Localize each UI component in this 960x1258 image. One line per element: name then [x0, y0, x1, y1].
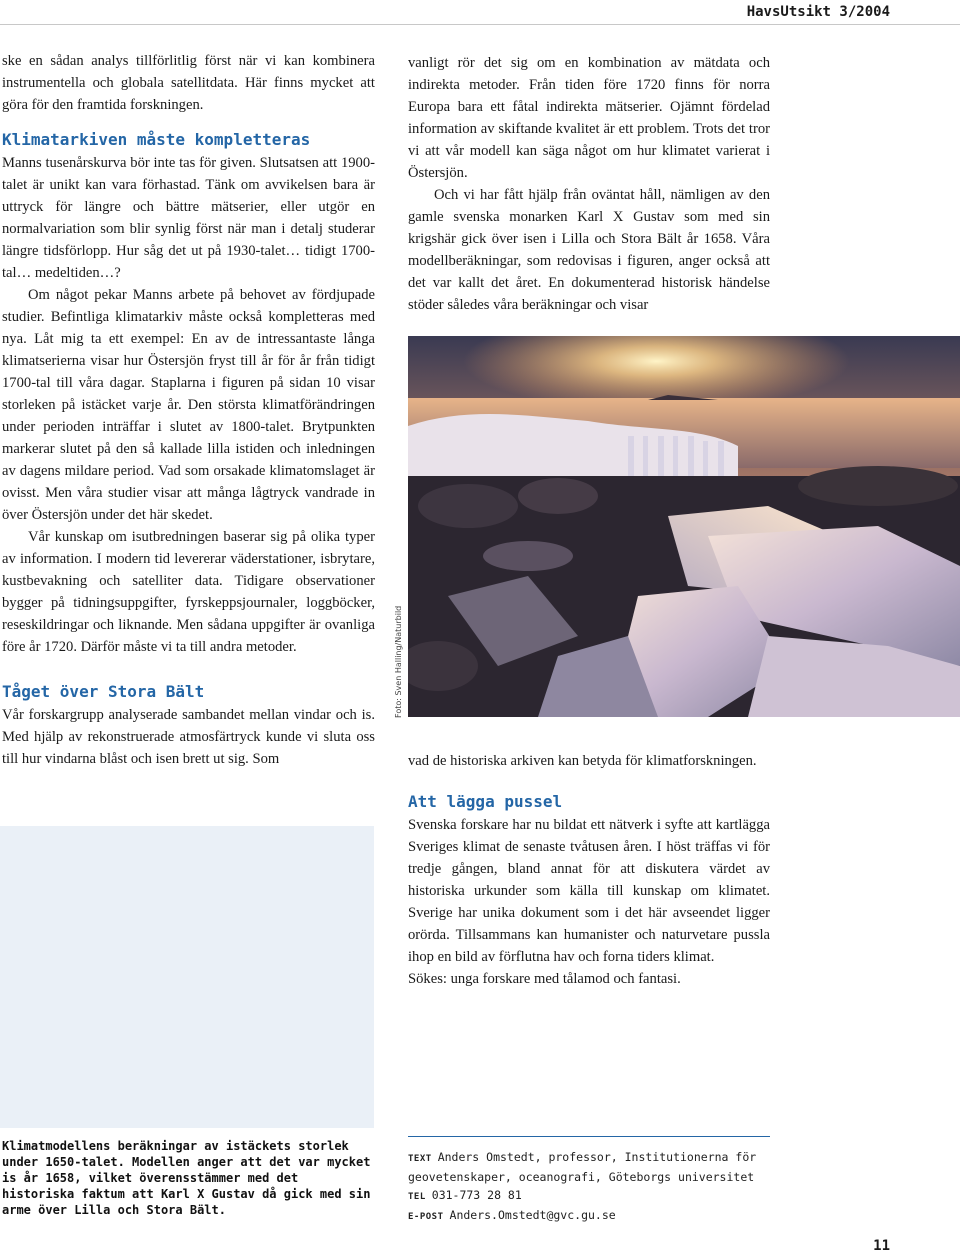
- paragraph: vanligt rör det sig om en kombination av mätdata och indirekta metoder. Från tiden före 1720 finns för norra Europa bara ett fåtal indirekta mätserier. Ojämnt fördelad information av skiftande kvalitet är ett problem. Trots det tror vi att vår modell kan säga något om hur klimatet varierat i Östersjön.: [408, 55, 770, 181]
- section-heading-klimatarkiven: Klimatarkiven måste kompletteras: [2, 130, 311, 149]
- author-email-line: E-POST Anders.Omstedt@gvc.gu.se: [408, 1208, 616, 1222]
- author-text-line: TEXT Anders Omstedt, professor, Institutionerna för geovetenskaper, oceanografi, Göteborgs universitet: [408, 1150, 757, 1184]
- paragraph: Vår forskargrupp analyserade sambandet mellan vindar och is. Med hjälp av rekonstruerade atmosfärtryck kunde vi sluta oss till hur vindarna blåst och isen brett ut sig. Som: [2, 707, 375, 767]
- author-tel-line: TEL 031-773 28 81: [408, 1188, 522, 1202]
- author-contact: [408, 1148, 768, 1226]
- section-heading-taget: Tåget över Stora Bält: [2, 682, 205, 701]
- contact-divider: [408, 1136, 770, 1137]
- magazine-title: HavsUtsikt 3/2004: [746, 4, 890, 20]
- figure-caption: Klimatmodellens beräkningar av istäckets storlek under 1650-talet. Modellen anger att det var mycket is år 1658, vilket överensstämmer med det historiska faktum att Karl X Gustav då gick med sin arme över Lilla och Stora Bält.: [2, 1139, 371, 1217]
- paragraph: Om något pekar Manns arbete på behovet av fördjupade studier. Befintliga klimatarkiv måste också kompletteras med nya. Låt mig ta ett exempel: En av de intressantaste långa klimatserierna visar hur Östersjön fryst till år för år från tidigt 1700-tal till våra dagar. Staplarna i figuren på sidan 10 visar storleken på istäcket varje år. Den största klimatförändringen under perioden inträffar i slutet av 1800-talet. Brytpunkten markerar slutet på den så kallade lilla istiden och inledningen av dagens mildare period. Vad som orsakade klimatomslaget är ovisst. Men våra studier visar att många lågtryck vandrade in över Östersjön under det här skedet.: [2, 287, 375, 523]
- ice-sunset-photo: [408, 336, 960, 717]
- right-column-top: [408, 52, 770, 316]
- section-heading-pussel: Att lägga pussel: [408, 792, 563, 811]
- paragraph: Och vi har fått hjälp från oväntat håll, nämligen av den gamle svenska monarken Karl X Gustav som med sin krigshär gick över isen i Lilla och Stora Bält år 1658. Våra modellberäkningar, som redovisas i figuren, anger också att det var kallt det året. En dokumenterad historisk händelse stöder således våra beräkningar och visar: [408, 187, 770, 313]
- email-link[interactable]: Anders.Omstedt@gvc.gu.se: [449, 1208, 616, 1222]
- photo-credit: Foto: Sven Halling/Naturbild: [394, 605, 403, 718]
- paragraph: Sökes: unga forskare med tålamod och fantasi.: [408, 971, 681, 987]
- right-column-bottom: [408, 750, 770, 990]
- header-divider: [0, 24, 960, 25]
- paragraph: vad de historiska arkiven kan betyda för klimatforskningen.: [408, 753, 757, 769]
- left-column: [2, 50, 375, 770]
- intro-paragraph: ske en sådan analys tillförlitlig först när vi kan kombinera instrumentella och globala satellitdata. Här finns mycket att göra för den framtida forskningen.: [2, 53, 375, 113]
- figure-placeholder: [0, 826, 374, 1128]
- page-header: [0, 0, 960, 24]
- paragraph: Vår kunskap om isutbredningen baserar sig på olika typer av information. I modern tid levererar väderstationer, isbrytare, kustbevakning och satelliter data. Tidigare observationer bygger på tidningsuppgifter, fyrskeppsjournaler, loggböcker, reseskildringar och liknande. Men sådana uppgifter är ovanliga före år 1720. Därför måste vi ta till andra metoder.: [2, 529, 375, 655]
- page-number: 11: [873, 1238, 890, 1254]
- paragraph: Svenska forskare har nu bildat ett nätverk i syfte att kartlägga Sveriges klimat de senaste tvåtusen åren. I höst träffas vi för tredje gången, bland annat för att diskutera värdet av historiska urkunder som källa till kunskap om klimatet. Sverige har unika dokument som i det här avseendet ligger orörda. Tillsammans kan humanister och naturvetare pussla ihop en bild av förflutna hav och forna tiders klimat.: [408, 817, 770, 965]
- paragraph: Manns tusenårskurva bör inte tas för given. Slutsatsen att 1900-talet är unikt kan vara förhastad. Tänk om avvikelsen bara är uttryck för längre och bättre mätserier, eller utgör en normalvariation som blir synlig först när man i detalj studerar längre tidsförlopp. Hur såg det ut på 1930-talet… tidigt 1700-tal… medeltiden…?: [2, 155, 375, 281]
